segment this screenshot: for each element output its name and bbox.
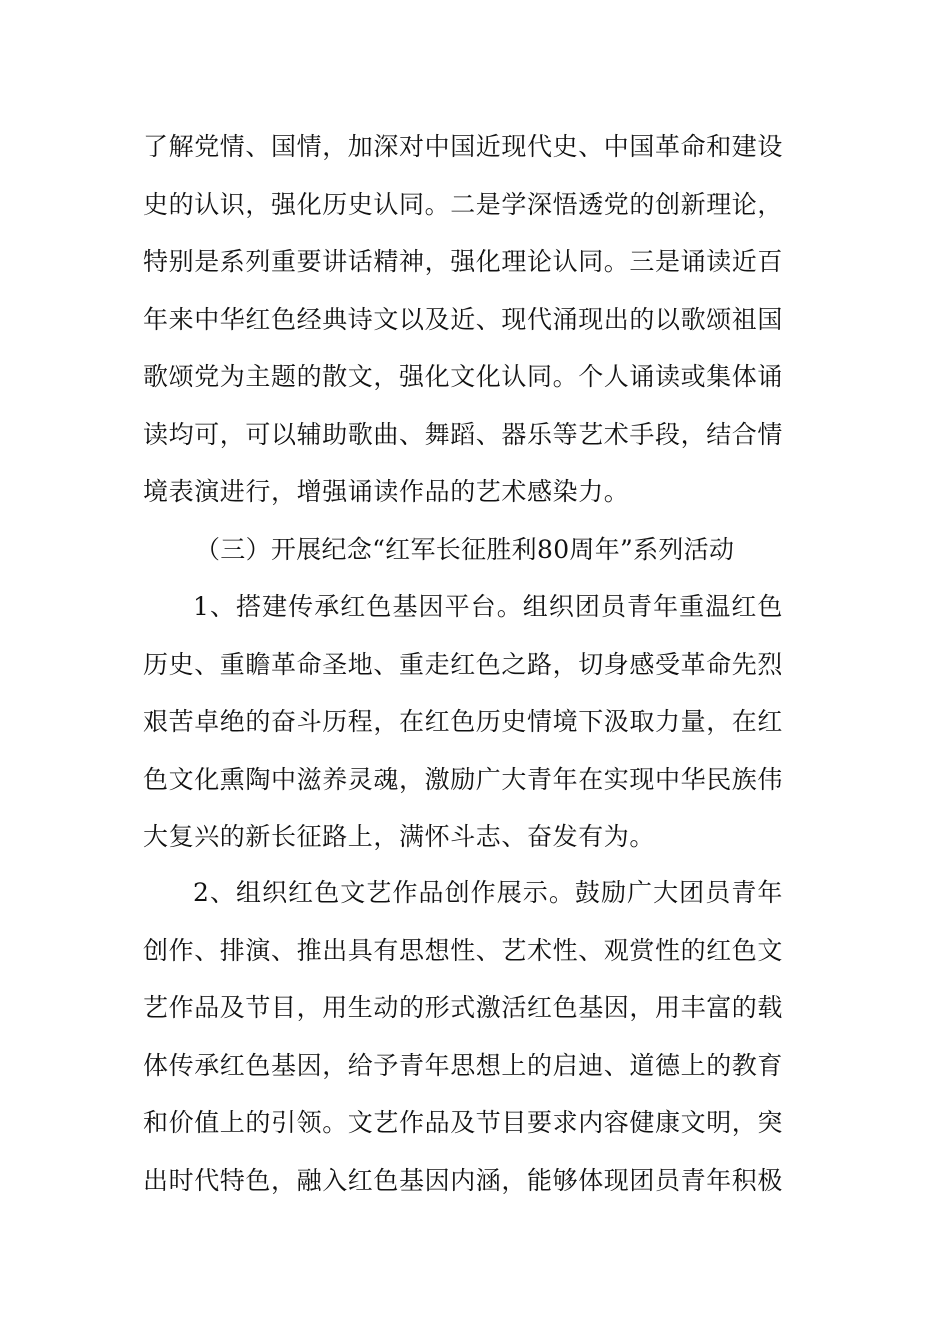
paragraph-line: 艰苦卓绝的奋斗历程，在红色历史情境下汲取力量，在红 [143,707,784,736]
paragraph-line: 特别是系列重要讲话精神，强化理论认同。三是诵读近百 [143,247,784,276]
paragraph-line: 大复兴的新长征路上，满怀斗志、奋发有为。 [143,822,656,851]
paragraph-reading-activities [143,118,783,521]
paragraph-line: 艺作品及节目，用生动的形式激活红色基因，用丰富的载 [143,993,784,1022]
section-heading: （三）开展纪念“红军长征胜利80周年”系列活动 [195,535,735,564]
paragraph-line: 读均可，可以辅助歌曲、舞蹈、器乐等艺术手段，结合情 [143,419,784,449]
paragraph-line: 2、组织红色文艺作品创作展示。鼓励广大团员青年 [193,878,783,907]
paragraph-line: 体传承红色基因，给予青年思想上的启迪、道德上的教育 [143,1050,784,1080]
paragraph-line: 创作、排演、推出具有思想性、艺术性、观赏性的红色文 [143,935,784,965]
paragraph-line: 历史、重瞻革命圣地、重走红色之路，切身感受革命先烈 [143,649,784,679]
paragraph-red-artworks [143,864,783,1209]
paragraph-line: 出时代特色，融入红色基因内涵，能够体现团员青年积极 [143,1165,784,1195]
paragraph-line: 境表演进行，增强诵读作品的艺术感染力。 [143,477,630,506]
paragraph-line: 歌颂党为主题的散文，强化文化认同。个人诵读或集体诵 [143,362,784,391]
paragraph-line: 和价值上的引领。文艺作品及节目要求内容健康文明，突 [143,1108,784,1137]
paragraph-line: 色文化熏陶中滋养灵魂，激励广大青年在实现中华民族伟 [143,764,784,794]
paragraph-line: 了解党情、国情，加深对中国近现代史、中国革命和建设 [143,132,784,161]
paragraph-line: 1、搭建传承红色基因平台。组织团员青年重温红色 [193,592,783,621]
paragraph-line: 年来中华红色经典诗文以及近、现代涌现出的以歌颂祖国 [143,304,784,334]
paragraph-line: 史的认识，强化历史认同。二是学深悟透党的创新理论， [143,189,784,219]
paragraph-red-gene-platform [143,578,783,866]
